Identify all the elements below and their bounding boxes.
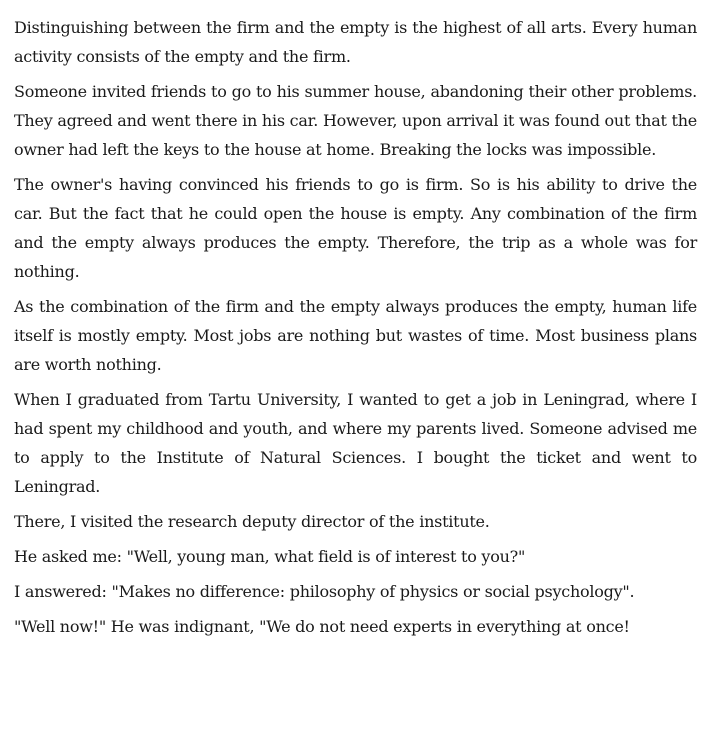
paragraph-human-life: As the combination of the firm and the empty always produces the empty, human life itself is mostly empty. Most jobs are nothing but wastes of time. Most business plans are worth nothing. — [14, 297, 697, 374]
document-body — [14, 13, 697, 647]
paragraph-question: He asked me: "Well, young man, what field is of interest to you?" — [14, 547, 526, 566]
paragraph-tartu-university: When I graduated from Tartu University, I wanted to get a job in Leningrad, where I had spent my childhood and youth, and where my parents lived. Someone advised me to apply to the Institute of Natural Sciences. I bought the ticket and went to Leningrad. — [14, 390, 697, 496]
paragraph-firm-and-empty: Distinguishing between the firm and the empty is the highest of all arts. Every human activity consists of the empty and the firm. — [14, 18, 697, 66]
paragraph-summer-house: Someone invited friends to go to his summer house, abandoning their other problems. They agreed and went there in his car. However, upon arrival it was found out that the owner had left the keys to the house at home. Breaking the locks was impossible. — [14, 82, 697, 159]
paragraph-answer: I answered: "Makes no difference: philosophy of physics or social psychology". — [14, 582, 635, 601]
paragraph-owner-firm: The owner's having convinced his friends to go is firm. So is his ability to drive the car. But the fact that he could open the house is empty. Any combination of the firm and the empty always produces the empty. Therefore, the trip as a whole was for nothing. — [14, 175, 697, 281]
paragraph-indignant: "Well now!" He was indignant, "We do not need experts in everything at once! — [14, 617, 630, 636]
paragraph-deputy-director: There, I visited the research deputy director of the institute. — [14, 512, 490, 531]
